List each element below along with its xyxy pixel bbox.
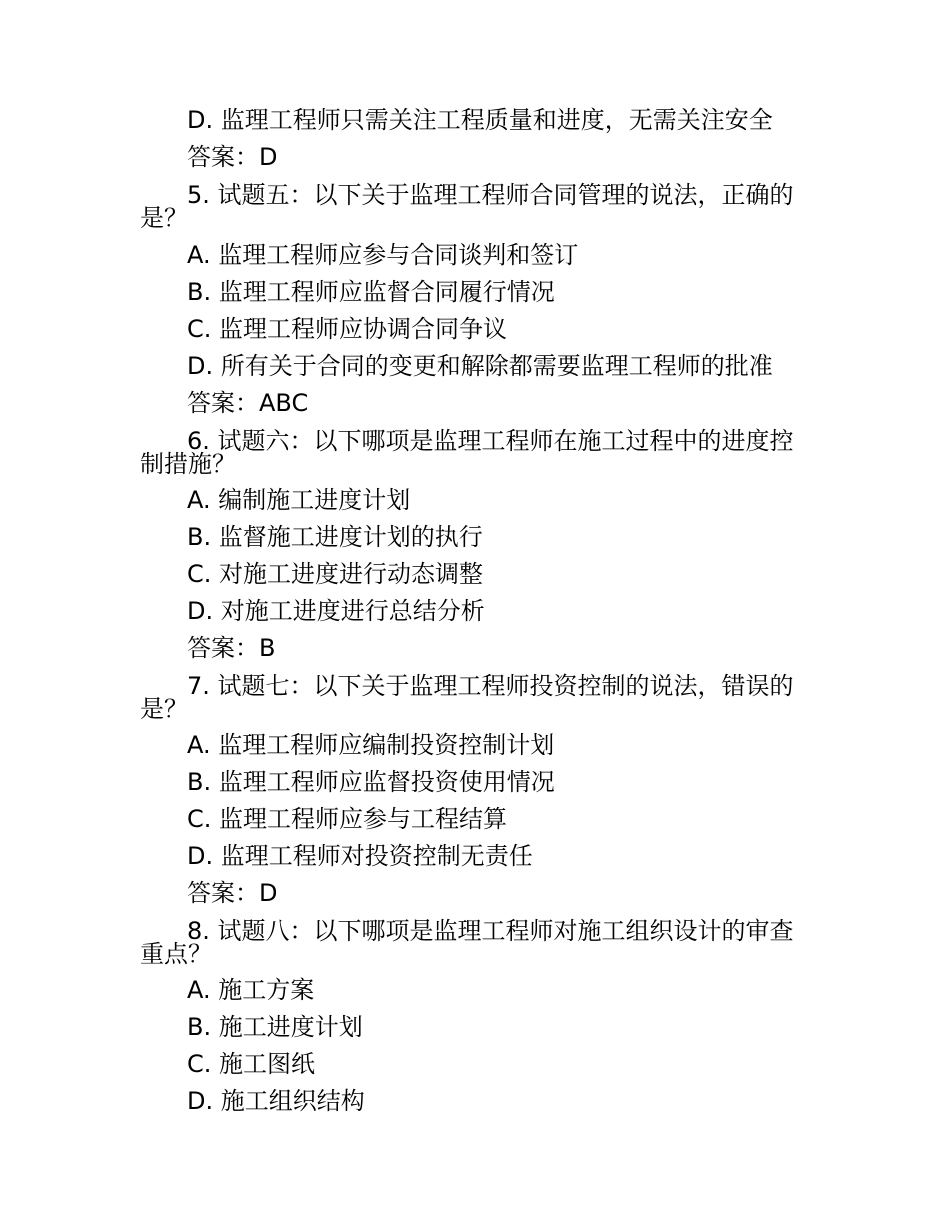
answer-4: 答案：D	[187, 143, 278, 171]
option-8b: B. 施工进度计划	[187, 1013, 363, 1041]
option-5d: D. 所有关于合同的变更和解除都需要监理工程师的批准	[187, 352, 773, 380]
option-7b: B. 监理工程师应监督投资使用情况	[187, 768, 555, 796]
option-7c: C. 监理工程师应参与工程结算	[187, 805, 508, 833]
option-6b: B. 监督施工进度计划的执行	[187, 523, 483, 551]
option-7a: A. 监理工程师应编制投资控制计划	[187, 731, 555, 759]
question-7: 7. 试题七：以下关于监理工程师投资控制的说法，错误的	[187, 672, 794, 700]
question-6-cont: 制措施？	[140, 450, 236, 478]
option-6d: D. 对施工进度进行总结分析	[187, 597, 485, 625]
question-5-cont: 是？	[140, 204, 188, 232]
option-8a: A. 施工方案	[187, 976, 315, 1004]
question-8: 8. 试题八：以下哪项是监理工程师对施工组织设计的审查	[187, 917, 794, 945]
option-7d: D. 监理工程师对投资控制无责任	[187, 842, 533, 870]
option-5b: B. 监理工程师应监督合同履行情况	[187, 278, 555, 306]
option-8c: C. 施工图纸	[187, 1050, 316, 1078]
option-6a: A. 编制施工进度计划	[187, 486, 411, 514]
answer-7: 答案：D	[187, 879, 278, 907]
question-8-cont: 重点？	[140, 940, 212, 968]
option-6c: C. 对施工进度进行动态调整	[187, 560, 484, 588]
option-4d: D. 监理工程师只需关注工程质量和进度，无需关注安全	[187, 106, 773, 134]
answer-6: 答案：B	[187, 634, 276, 662]
option-5c: C. 监理工程师应协调合同争议	[187, 315, 508, 343]
question-7-cont: 是？	[140, 695, 188, 723]
option-5a: A. 监理工程师应参与合同谈判和签订	[187, 241, 579, 269]
question-6: 6. 试题六：以下哪项是监理工程师在施工过程中的进度控	[187, 427, 794, 455]
answer-5: 答案：ABC	[187, 389, 309, 417]
question-5: 5. 试题五：以下关于监理工程师合同管理的说法，正确的	[187, 181, 794, 209]
option-8d: D. 施工组织结构	[187, 1087, 365, 1115]
